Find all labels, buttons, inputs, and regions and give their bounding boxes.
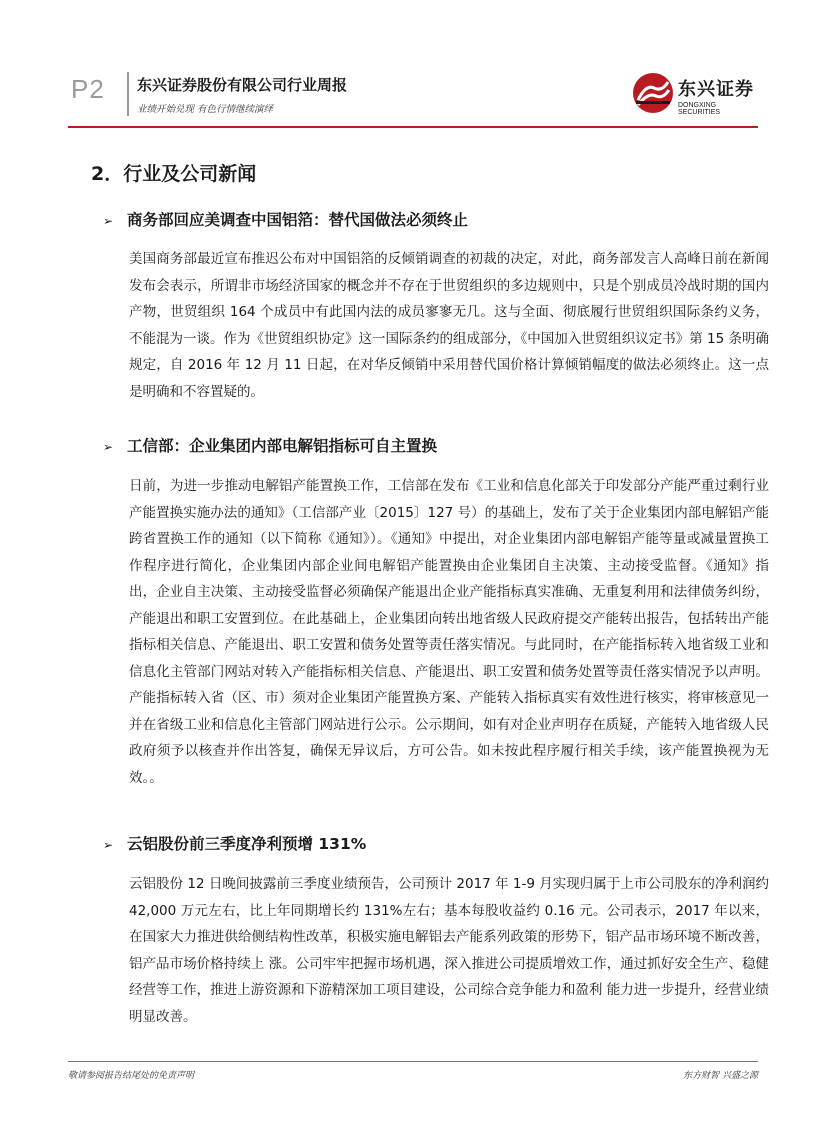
page-number: P2 xyxy=(71,74,105,104)
footer-disclaimer: 敬请参阅报告结尾处的免责声明 xyxy=(68,1071,195,1081)
arrow-bullet-icon: ➢ xyxy=(103,838,114,852)
logo-emblem-icon xyxy=(632,72,674,114)
news-body-1: 美国商务部最近宣布推迟公布对中国铝箔的反倾销调查的初裁的决定，对此，商务部发言人高峰日前在新闻发布会表示，所谓非市场经济国家的概念并不存在于世贸组织的多边规则中，只是个别成员冷战时期的国内产物，世贸组织 164 个成员中有此国内法的成员寥寥无几。这与全面、彻底履行世贸组织国际条约义务，不能混为一谈。作为《世贸组织协定》这一国际条约的组成部分，《中国加入世贸组织议定书》第 15 条明确规定，自 2016 年 12 月 11 日起，在对华反倾销中采用替代国价格计算倾销幅度的做法必须终止。这一点是明确和不容置疑的。 xyxy=(129,251,770,400)
news-heading-text-2: 工信部：企业集团内部电解铝指标可自主置换 xyxy=(127,437,438,455)
news-heading-1 xyxy=(103,208,468,230)
company-logo xyxy=(632,71,760,115)
report-subtitle: 业绩开始兑现 有色行情继续演绎 xyxy=(137,104,274,115)
news-body-2: 日前，为进一步推动电解铝产能置换工作，工信部在发布《工业和信息化部关于印发部分产能严重过剩行业产能置换实施办法的通知》（工信部产业〔2015〕127 号）的基础上，发布了关于企业集团内部电解铝产能跨省置换工作的通知（以下简称《通知》）。《通知》中提出，对企业集团内部电解铝产能等量或减量置换工作程序进行简化，企业集团内部企业间电解铝产能置换由企业集团自主决策、主动接受监督。《通知》指出，企业自主决策、主动接受监督必须确保产能退出企业产能指标真实准确、无重复利用和法律债务纠纷，产能退出和职工安置到位。在此基础上，企业集团向转出地省级人民政府提交产能转出报告，包括转出产能指标相关信息、产能退出、职工安置和债务处置等责任落实情况。与此同时，在产能指标转入地省级工业和信息化主管部门网站对转入产能指标相关信息、产能退出、职工安置和债务处置等责任落实情况予以声明。产能指标转入省（区、市）须对企业集团产能置换方案、产能转入指标真实有效性进行核实，将审核意见一并在省级工业和信息化主管部门网站进行公示。公示期间，如有对企业声明存在质疑，产能转入地省级人民政府须予以核查并作出答复，确保无异议后，方可公告。如未按此程序履行相关手续，该产能置换视为无效。。 xyxy=(129,478,769,786)
news-heading-text-3: 云铝股份前三季度净利预增 131% xyxy=(127,835,367,853)
news-heading-3 xyxy=(103,832,366,854)
arrow-bullet-icon: ➢ xyxy=(103,440,114,454)
logo-cn-text: 东兴证券 xyxy=(678,79,754,100)
header-divider xyxy=(127,72,129,116)
header-rule xyxy=(68,126,758,128)
logo-en-text: DONGXING SECURITIES xyxy=(678,102,721,116)
report-title: 东兴证券股份有限公司行业周报 xyxy=(137,76,348,94)
footer-slogan: 东方财智 兴盛之源 xyxy=(683,1071,758,1081)
footer-rule xyxy=(68,1061,758,1062)
news-heading-2 xyxy=(103,434,437,456)
news-heading-text-1: 商务部回应美调查中国铝箔：替代国做法必须终止 xyxy=(127,211,469,229)
news-body-3: 云铝股份 12 日晚间披露前三季度业绩预告，公司预计 2017 年 1-9 月实现归属于上市公司股东的净利润约 42,000 万元左右，比上年同期增长约 131%左右；基本每股收益约 0.16 元。公司表示，2017 年以来，在国家大力推进供给侧结构性改革，积极实施电解铝去产能系列政策的形势下，铝产品市场环境不断改善，铝产品市场价格持续上 涨。公司牢牢把握市场机遇，深入推进公司提质增效工作，通过抓好安全生产、稳健经营等工作，推进上游资源和下游精深加工项目建设，公司综合竞争能力和盈利 能力进一步提升，经营业绩明显改善。 xyxy=(129,876,769,1025)
section-title: 2．行业及公司新闻 xyxy=(91,163,257,185)
arrow-bullet-icon: ➢ xyxy=(103,214,114,228)
